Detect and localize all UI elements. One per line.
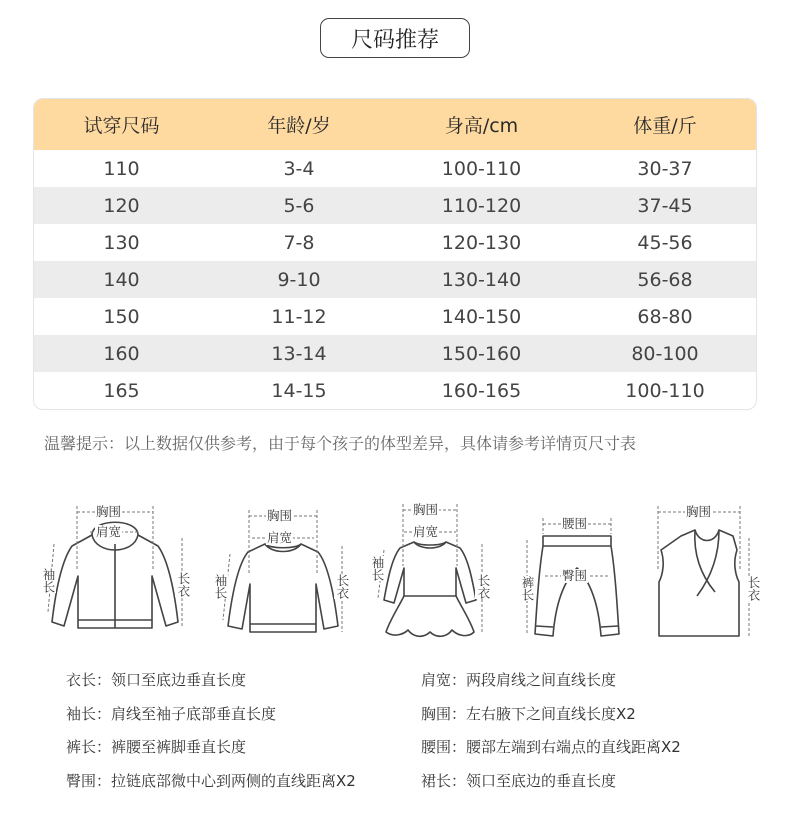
table-row <box>34 261 756 298</box>
sleeve-label: 袖长 <box>41 568 56 593</box>
definition-term: 肩宽： <box>421 671 467 689</box>
definition-term: 衣长： <box>66 671 112 689</box>
definition-item <box>66 737 356 771</box>
jacket-illustration <box>40 500 190 645</box>
definition-term: 腰围： <box>421 738 467 756</box>
cell-weight: 100-110 <box>625 379 705 402</box>
length-label: 长衣 <box>476 574 491 599</box>
definition-item <box>421 737 681 771</box>
cell-height: 110-120 <box>441 194 522 217</box>
definition-item <box>66 771 356 805</box>
cell-weight: 68-80 <box>637 305 693 328</box>
cell-height: 160-165 <box>441 379 522 402</box>
definition-term: 裙长： <box>421 771 467 790</box>
cell-size: 160 <box>103 342 140 365</box>
cell-age: 14-15 <box>271 379 327 402</box>
cell-size: 130 <box>103 231 140 254</box>
size-table <box>33 98 757 410</box>
length-label: 长衣 <box>335 574 350 599</box>
table-row <box>34 187 756 224</box>
definition-desc: 裤腰至裤脚垂直长度 <box>111 738 247 756</box>
chest-label: 胸围 <box>686 504 712 519</box>
cell-size: 165 <box>103 379 140 402</box>
length-label: 裤长 <box>520 576 535 601</box>
pants-diagram <box>515 510 635 645</box>
cell-size: 140 <box>103 268 140 291</box>
table-row <box>34 372 756 409</box>
cell-height: 140-150 <box>441 305 522 328</box>
cell-height: 130-140 <box>441 268 522 291</box>
chest-label: 胸围 <box>413 502 439 517</box>
definition-term: 臀围： <box>66 771 112 790</box>
cell-height: 100-110 <box>441 157 522 180</box>
dress-diagram <box>368 500 498 645</box>
size-tip: 温馨提示：以上数据仅供参考，由于每个孩子的体型差异，具体请参考详情页尺寸表 <box>44 434 637 453</box>
definition-desc: 领口至底边垂直长度 <box>111 671 247 689</box>
definition-item <box>66 670 356 704</box>
cell-age: 13-14 <box>271 342 327 365</box>
cell-age: 11-12 <box>271 305 327 328</box>
dress-illustration <box>368 500 498 645</box>
cell-weight: 80-100 <box>631 342 699 365</box>
table-row <box>34 224 756 261</box>
vest-diagram <box>645 500 770 645</box>
definition-item <box>66 704 356 738</box>
definition-desc: 肩线至袖子底部垂直长度 <box>111 704 277 723</box>
header-size: 试穿尺码 <box>83 115 160 137</box>
sleeve-label: 袖长 <box>213 574 228 599</box>
waist-label: 腰围 <box>562 516 588 531</box>
cell-height: 150-160 <box>441 342 522 365</box>
chest-label: 胸围 <box>267 508 293 523</box>
cell-height: 120-130 <box>441 231 522 254</box>
header-age: 年龄/岁 <box>267 115 331 137</box>
definition-desc: 左右腋下之间直线长度X2 <box>466 704 636 723</box>
definition-desc: 腰部左端到右端点的直线距离X2 <box>466 738 681 756</box>
definition-item <box>421 771 681 805</box>
cell-age: 5-6 <box>283 194 315 217</box>
sweater-illustration <box>210 502 355 642</box>
cell-age: 3-4 <box>283 157 315 180</box>
definition-term: 胸围： <box>421 704 467 723</box>
cell-weight: 45-56 <box>637 231 693 254</box>
page-title: 尺码推荐 <box>320 18 470 58</box>
shoulder-label: 肩宽 <box>267 530 293 545</box>
definition-desc: 两段肩线之间直线长度 <box>466 671 617 689</box>
chest-label: 胸围 <box>96 504 122 519</box>
length-label: 长衣 <box>176 572 191 597</box>
header-weight: 体重/斤 <box>633 115 697 137</box>
definition-term: 裤长： <box>66 738 112 756</box>
sleeve-label: 袖长 <box>370 556 385 581</box>
definition-desc: 拉链底部微中心到两侧的直线距离X2 <box>111 771 356 790</box>
shoulder-label: 肩宽 <box>413 524 439 539</box>
cell-age: 9-10 <box>277 268 321 291</box>
definition-item <box>421 670 681 704</box>
definitions-left <box>66 670 356 804</box>
vest-illustration <box>645 500 770 645</box>
cell-size: 120 <box>103 194 140 217</box>
definition-term: 袖长： <box>66 704 112 723</box>
definition-desc: 领口至底边的垂直长度 <box>466 771 617 790</box>
header-height: 身高/cm <box>444 115 519 137</box>
hip-label: 臀围 <box>562 568 588 583</box>
cell-age: 7-8 <box>283 231 315 254</box>
table-row <box>34 298 756 335</box>
table-header <box>34 99 756 150</box>
shoulder-label: 肩宽 <box>96 524 122 539</box>
definitions-right <box>421 670 681 804</box>
cell-weight: 56-68 <box>637 268 693 291</box>
length-label: 长衣 <box>746 576 761 601</box>
cell-size: 110 <box>103 157 140 180</box>
sweater-diagram <box>210 502 355 642</box>
cell-weight: 37-45 <box>637 194 693 217</box>
table-row <box>34 150 756 187</box>
table-row <box>34 335 756 372</box>
definition-item <box>421 704 681 738</box>
cell-size: 150 <box>103 305 140 328</box>
jacket-diagram <box>40 500 190 645</box>
cell-weight: 30-37 <box>637 157 693 180</box>
